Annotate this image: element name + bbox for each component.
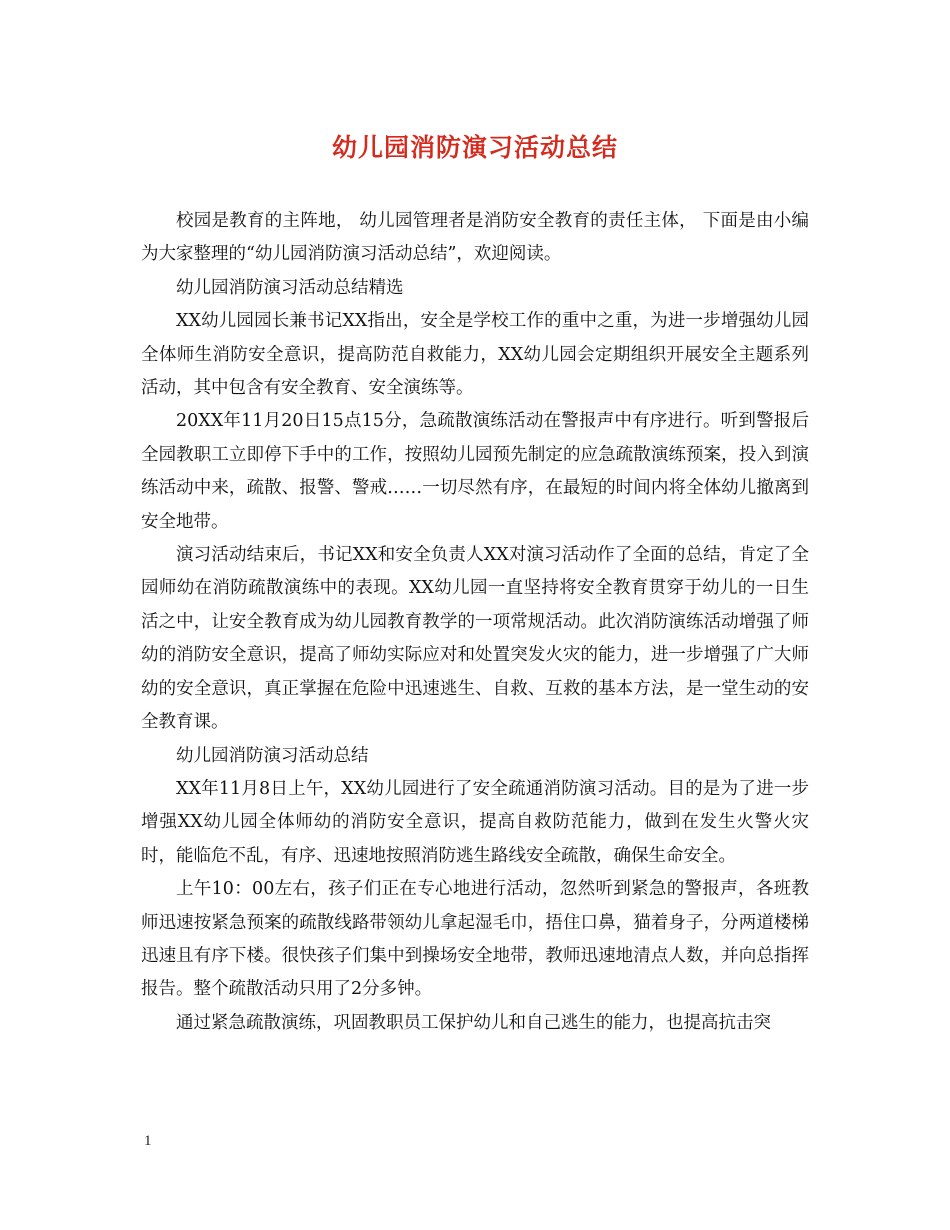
document-body [141, 205, 809, 1040]
paragraph-drill-nov-20: 20XX年11月20日15点15分，急疏散演练活动在警报声中有序进行。听到警报后全园教职工立即停下手中的工作，按照幼儿园预先制定的应急疏散演练预案，投入到演练活动中来，疏散、报警、警戒……一切尽然有序，在最短的时间内将全体幼儿撤离到安全地带。 [141, 411, 809, 532]
page-number: 1 [144, 1133, 152, 1149]
section-heading-selected: 幼儿园消防演习活动总结精选 [176, 277, 404, 298]
section-heading-summary: 幼儿园消防演习活动总结 [176, 745, 369, 766]
paragraph-conclusion: 通过紧急疏散演练，巩固教职员工保护幼儿和自己逃生的能力，也提高抗击突 [176, 1012, 771, 1033]
paragraph-evacuation: 上午10：00左右，孩子们正在专心地进行活动，忽然听到紧急的警报声，各班教师迅速按紧急预案的疏散线路带领幼儿拿起湿毛巾，捂住口鼻，猫着身子，分两道楼梯迅速且有序下楼。很快孩子们集中到操场安全地带，教师迅速地清点人数，并向总指挥报告。整个疏散活动只用了2分多钟。 [141, 879, 809, 1000]
paragraph-drill-nov-8: XX年11月8日上午，XX幼儿园进行了安全疏通消防演习活动。目的是为了进一步增强XX幼儿园全体师幼的消防安全意识，提高自救防范能力，做到在发生火警火灾时，能临危不乱，有序、迅速地按照消防逃生路线安全疏散，确保生命安全。 [141, 778, 809, 866]
paragraph-principal-remarks: XX幼儿园园长兼书记XX指出，安全是学校工作的重中之重，为进一步增强幼儿园全体师生消防安全意识，提高防范自救能力，XX幼儿园会定期组织开展安全主题系列活动，其中包含有安全教育、安全演练等。 [141, 311, 809, 399]
document-title: 幼儿园消防演习活动总结 [331, 133, 618, 162]
paragraph-drill-review: 演习活动结束后，书记XX和安全负责人XX对演习活动作了全面的总结，肯定了全园师幼在消防疏散演练中的表现。XX幼儿园一直坚持将安全教育贯穿于幼儿的一日生活之中，让安全教育成为幼儿园教育教学的一项常规活动。此次消防演练活动增强了师幼的消防安全意识，提高了师幼实际应对和处置突发火灾的能力，进一步增强了广大师幼的安全意识，真正掌握在危险中迅速逃生、自救、互救的基本方法，是一堂生动的安全教育课。 [141, 545, 809, 733]
paragraph-intro: 校园是教育的主阵地， 幼儿园管理者是消防安全教育的责任主体， 下面是由小编为大家整理的“幼儿园消防演习活动总结”，欢迎阅读。 [141, 211, 809, 265]
